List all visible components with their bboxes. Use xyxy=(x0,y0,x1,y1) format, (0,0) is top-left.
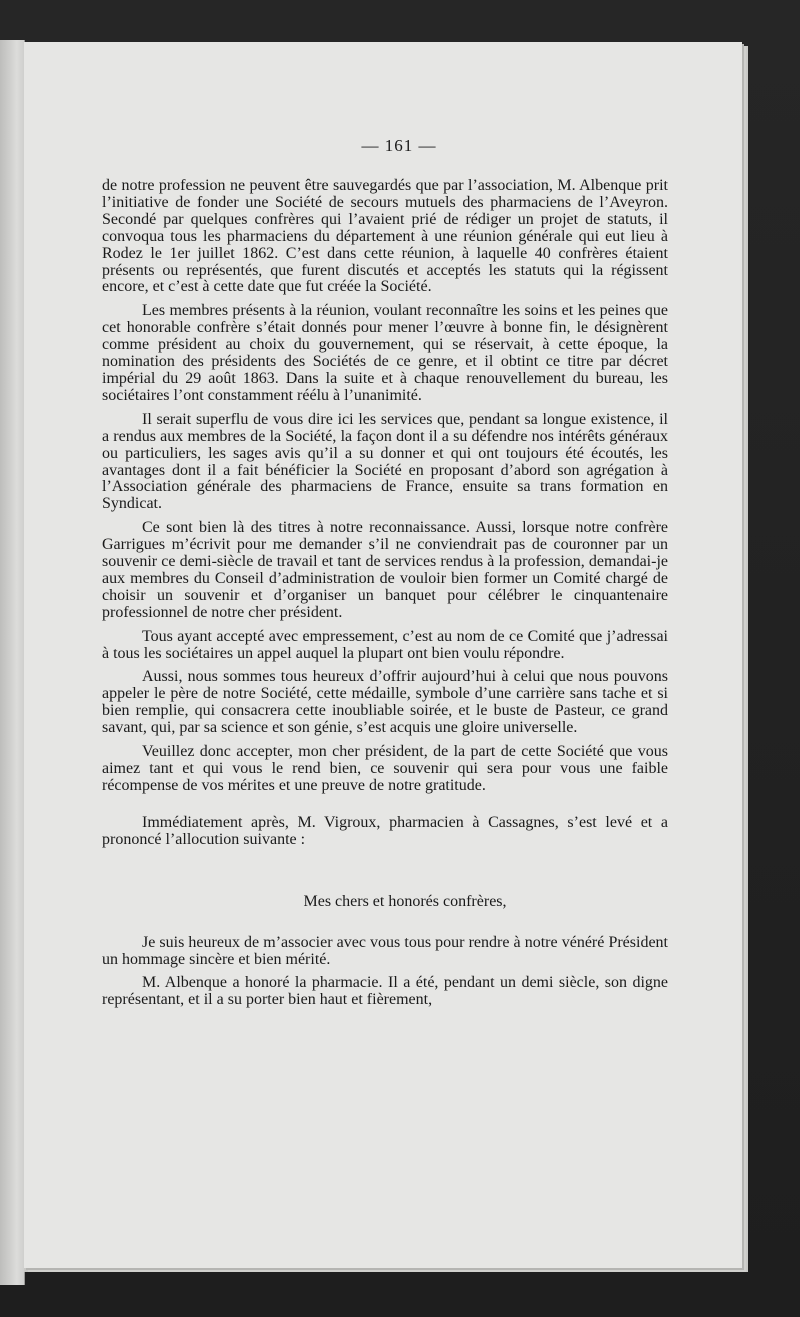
paragraph-hommage: Je suis heureux de m’associer avec vous tous pour rendre à notre vénéré Président un hommage sincère et bien mérité. xyxy=(102,933,668,968)
paragraph-medaille: Aussi, nous sommes tous heureux d’offrir aujourd’hui à celui que nous pouvons appeler le père de notre Société, cette médaille, symbole d’une carrière sans tache et si bien remplie, qui consacrera cette inoubliable soirée, et le buste de Pasteur, ce grand savant, qui, par sa science et son génie, s’est acquis une gloire universelle. xyxy=(102,668,668,737)
speech-salutation: Mes chers et honorés confrères, xyxy=(303,892,507,910)
book-page xyxy=(24,42,742,1268)
paragraph-services: Il serait superflu de vous dire ici les services que, pendant sa longue existence, il a rendus aux membres de la Société, la façon dont il a su défendre nos intérêts généraux ou particuliers, les sages avis qu’il a su donner et qui ont toujours été écoutés, les avantages dont il a fait bénéficier la Société en proposant d’abord son agrégation à l’Association générale des pharmaciens de France, ensuite sa trans formation en Syndicat. xyxy=(102,410,668,513)
paragraph-president-election: Les membres présents à la réunion, voulant reconnaître les soins et les peines que cet honorable confrère s’était donnés pour mener l’œuvre à bonne fin, le désignèrent comme président au choix du gouvernement, qui se réservait, à cette époque, la nomination des présidents des Sociétés de ce genre, et il obtint ce titre par décret impérial du 29 août 1863. Dans la suite et à chaque renouvellement du bureau, les sociétaires l’ont constamment réélu à l’unanimité. xyxy=(102,302,668,404)
paragraph-reconnaissance: Ce sont bien là des titres à notre reconnaissance. Aussi, lorsque notre confrère Garrigues m’écrivit pour me demander s’il ne conviendrait pas de couronner par un souvenir ce demi-siècle de travail et tant de services rendus à la profession, demandai-je aux membres du Conseil d’administration de vouloir bien former un Comité chargé de choisir un souvenir et d’organiser un banquet pour célébrer le cinquantenaire professionnel de notre cher président. xyxy=(102,519,668,621)
facing-page-edge xyxy=(0,40,25,1285)
paragraph-association: de notre profession ne peuvent être sauvegardés que par l’association, M. Albenque prit l’initiative de fonder une Société de secours mutuels des pharmaciens de l’Aveyron. Secondé par quelques confrères qui l’avaient prié de rédiger un projet de statuts, il convoqua tous les pharmaciens du département à une réunion générale qui eut lieu à Rodez le 1er juillet 1862. C’est dans cette réunion, à laquelle 40 confrères étaient présents ou représentés, que furent discutés et acceptés les statuts qui la régissent encore, et c’est à cette date que fut créée la Société. xyxy=(102,177,668,296)
page-content xyxy=(102,136,668,1016)
paragraph-gratitude: Veuillez donc accepter, mon cher président, de la part de cette Société que vous aimez tant et qui vous le rend bien, ce souvenir qui sera pour vous une faible récompense de vos mérites et une preuve de notre gratitude. xyxy=(102,743,668,794)
paragraph-albenque-honore: M. Albenque a honoré la pharmacie. Il a été, pendant un demi siècle, son digne représentant, et il a su porter bien haut et fièrement, xyxy=(102,974,668,1009)
paragraph-comite: Tous ayant accepté avec empressement, c’est au nom de ce Comité que j’adressai à tous les sociétaires un appel auquel la plupart ont bien voulu répondre. xyxy=(102,627,668,662)
paragraph-vigroux-intro: Immédiatement après, M. Vigroux, pharmacien à Cassagnes, s’est levé et a prononcé l’allocution suivante : xyxy=(102,813,668,848)
page-number: — 161 — xyxy=(361,136,437,155)
